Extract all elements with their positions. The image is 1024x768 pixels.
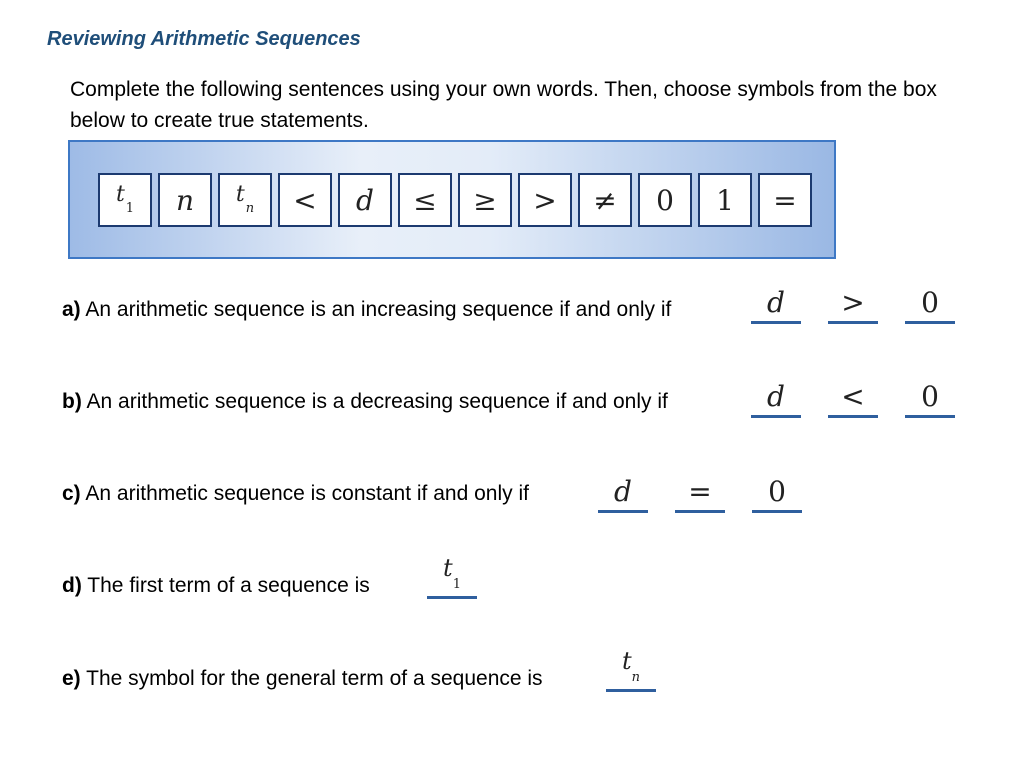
page-title: Reviewing Arithmetic Sequences: [47, 28, 361, 50]
symbol-tile-less-than[interactable]: [278, 173, 332, 227]
symbol-tile-one[interactable]: [698, 173, 752, 227]
symbol-base: ≤: [413, 183, 437, 217]
symbol-tile-greater-equal[interactable]: [458, 173, 512, 227]
question-text: An arithmetic sequence is an increasing sequence if and only if: [85, 298, 672, 321]
answer-blank-e[interactable]: [606, 647, 656, 692]
answer-blank-b-1[interactable]: d: [751, 382, 801, 418]
symbol-subscript: 1: [125, 200, 135, 216]
question-letter: b): [62, 390, 82, 413]
symbol-base: t: [115, 181, 125, 207]
symbol-base: ≠: [593, 183, 617, 217]
question-text: An arithmetic sequence is constant if and only if: [85, 482, 529, 505]
symbol-base: 0: [656, 183, 674, 217]
symbol-base: d: [356, 183, 374, 217]
symbol-tile-zero[interactable]: [638, 173, 692, 227]
symbol-tiles: [98, 173, 812, 227]
answer-subscript: n: [631, 670, 641, 685]
answer-blank-a-3[interactable]: 0: [905, 288, 955, 324]
question-a: [62, 298, 671, 322]
symbol-base: =: [773, 183, 797, 217]
question-text: The symbol for the general term of a sequence is: [86, 667, 543, 690]
symbol-tile-less-equal[interactable]: [398, 173, 452, 227]
question-letter: a): [62, 298, 81, 321]
answer-blank-d[interactable]: [427, 554, 477, 599]
answer-blank-a-2[interactable]: >: [828, 288, 878, 324]
question-c: [62, 482, 529, 506]
symbol-box: [68, 140, 836, 259]
symbol-tile-t1[interactable]: [98, 173, 152, 227]
question-letter: d): [62, 574, 82, 597]
symbol-base: n: [175, 183, 195, 217]
answer-blank-c-1[interactable]: d: [598, 477, 648, 513]
question-letter: c): [62, 482, 81, 505]
answer-base: t: [621, 647, 632, 675]
answer-blank-b-2[interactable]: <: [828, 382, 878, 418]
symbol-base: t: [235, 181, 245, 207]
answer-blank-a-1[interactable]: d: [751, 288, 801, 324]
answer-subscript: 1: [452, 577, 461, 592]
symbol-tile-n[interactable]: [158, 173, 212, 227]
symbol-tile-greater-than[interactable]: [518, 173, 572, 227]
symbol-base: ≥: [473, 183, 497, 217]
question-d: [62, 574, 370, 598]
instructions-text: Complete the following sentences using your own words. Then, choose symbols from the box below to create true statements.: [70, 78, 937, 132]
symbol-base: 1: [716, 183, 734, 217]
symbol-tile-tn[interactable]: [218, 173, 272, 227]
symbol-subscript: n: [245, 200, 255, 216]
answer-blank-b-3[interactable]: 0: [905, 382, 955, 418]
answer-blank-c-2[interactable]: =: [675, 477, 725, 513]
symbol-tile-d[interactable]: [338, 173, 392, 227]
symbol-tile-equals[interactable]: [758, 173, 812, 227]
symbol-base: <: [293, 183, 317, 217]
question-e: [62, 667, 543, 691]
answer-blank-c-3[interactable]: 0: [752, 477, 802, 513]
question-letter: e): [62, 667, 81, 690]
question-b: [62, 390, 668, 414]
symbol-base: >: [533, 183, 557, 217]
symbol-tile-not-equal[interactable]: [578, 173, 632, 227]
question-text: An arithmetic sequence is a decreasing sequence if and only if: [86, 390, 668, 413]
answer-base: t: [443, 554, 453, 582]
question-text: The first term of a sequence is: [87, 574, 370, 597]
